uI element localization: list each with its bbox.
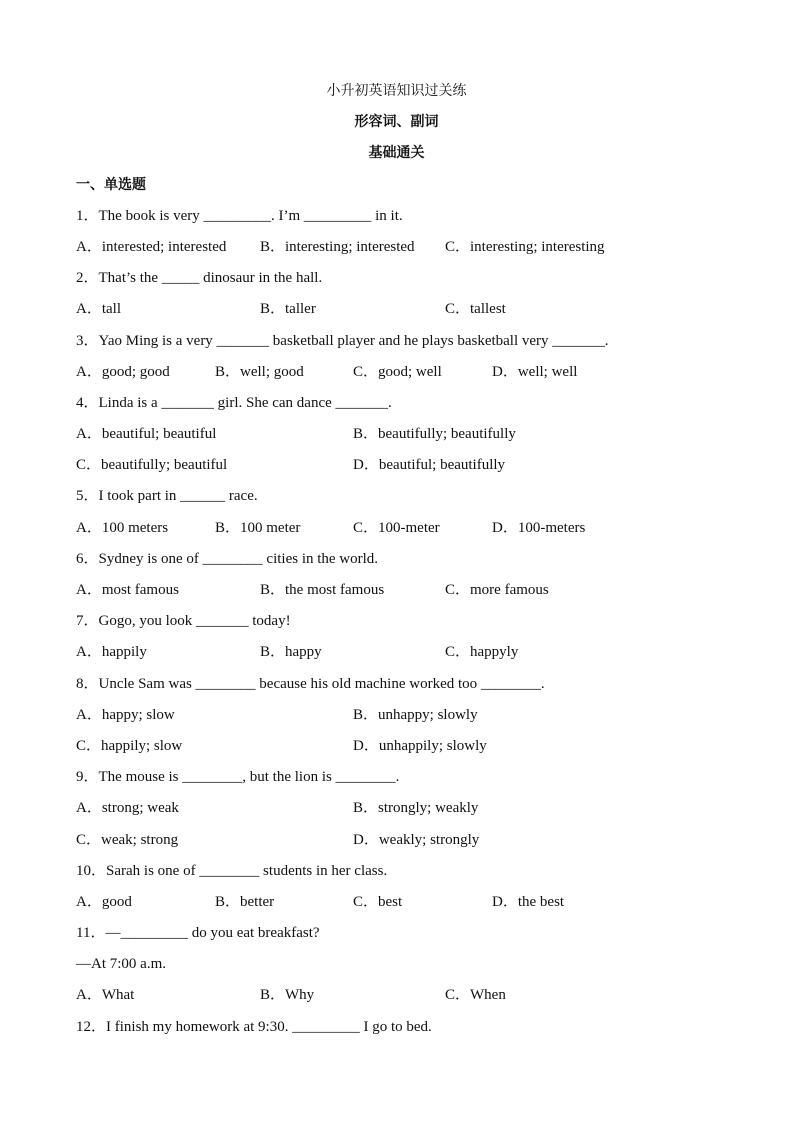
option-c[interactable]: C．100-meter — [353, 519, 440, 536]
option-b[interactable]: B．unhappy; slowly — [353, 706, 478, 723]
option-a[interactable]: A．100 meters — [76, 519, 169, 536]
question-text: 9．The mouse is ________, but the lion is ________. — [76, 769, 400, 786]
document-page — [0, 76, 793, 1043]
option-a[interactable]: A．strong; weak — [76, 800, 179, 817]
option-d[interactable]: D．weakly; strongly — [353, 831, 480, 848]
option-c[interactable]: C．tallest — [445, 301, 506, 318]
question-row — [0, 762, 793, 793]
options-row — [0, 700, 793, 731]
options-row — [0, 294, 793, 325]
options-row — [0, 980, 793, 1011]
document-title: 小升初英语知识过关练 — [326, 83, 467, 99]
question-row — [0, 669, 793, 700]
question-text: 10．Sarah is one of ________ students in her class. — [76, 862, 388, 879]
options-row — [0, 419, 793, 450]
question-row — [0, 481, 793, 512]
question-text: 2．That’s the _____ dinosaur in the hall. — [76, 270, 323, 287]
option-c[interactable]: C．interesting; interesting — [445, 238, 605, 255]
option-b[interactable]: B．taller — [260, 301, 316, 318]
option-b[interactable]: B．better — [215, 893, 275, 910]
options-row — [0, 793, 793, 824]
option-b[interactable]: B．strongly; weakly — [353, 800, 479, 817]
options-row — [0, 637, 793, 668]
question-row — [0, 326, 793, 357]
option-c[interactable]: C．happyly — [445, 644, 519, 661]
option-c[interactable]: C．good; well — [353, 363, 442, 380]
options-row — [0, 450, 793, 481]
option-a[interactable]: A．happy; slow — [76, 706, 175, 723]
option-d[interactable]: D．the best — [492, 893, 565, 910]
option-b[interactable]: B．the most famous — [260, 582, 385, 598]
option-a[interactable]: A．tall — [76, 301, 121, 318]
options-row — [0, 731, 793, 762]
option-c[interactable]: C．When — [445, 987, 506, 1004]
question-row — [0, 263, 793, 294]
option-a[interactable]: A．good — [76, 893, 132, 910]
options-row — [0, 887, 793, 918]
question-text: 12．I finish my homework at 9:30. _________ I go to bed. — [76, 1018, 432, 1035]
question-answer-line: —At 7:00 a.m. — [76, 956, 166, 973]
option-a[interactable]: A．beautiful; beautiful — [76, 426, 217, 443]
question-text: 1．The book is very _________. I’m _________ in it. — [76, 207, 403, 224]
question-row — [0, 201, 793, 232]
question-row — [0, 544, 793, 575]
question-text: 3．Yao Ming is a very _______ basketball player and he plays basketball very _______. — [76, 332, 609, 349]
option-c[interactable]: C．beautifully; beautiful — [76, 457, 228, 474]
option-b[interactable]: B．well; good — [215, 363, 304, 380]
question-text: 6．Sydney is one of ________ cities in the world. — [76, 550, 379, 567]
option-b[interactable]: B．100 meter — [215, 519, 301, 536]
question-text: 5．I took part in ______ race. — [76, 488, 258, 505]
option-b[interactable]: B．happy — [260, 644, 322, 661]
question-text: 11．—_________ do you eat breakfast? — [76, 925, 320, 942]
question-text: 8．Uncle Sam was ________ because his old machine worked too ________. — [76, 675, 545, 692]
option-c[interactable]: C．weak; strong — [76, 831, 179, 848]
options-row — [0, 232, 793, 263]
options-row — [0, 513, 793, 544]
question-row — [0, 918, 793, 949]
document-subtitle: 形容词、副词 — [354, 114, 439, 131]
option-d[interactable]: D．unhappily; slowly — [353, 737, 487, 754]
option-b[interactable]: B．Why — [260, 987, 315, 1004]
question-row — [0, 606, 793, 637]
section-heading: 一、单选题 — [76, 176, 146, 193]
option-b[interactable]: B．interesting; interested — [260, 238, 415, 255]
options-row — [0, 825, 793, 856]
question-row — [0, 1012, 793, 1043]
option-d[interactable]: D．beautiful; beautifully — [353, 457, 506, 474]
option-a[interactable]: A．good; good — [76, 363, 170, 380]
question-row — [0, 856, 793, 887]
option-c[interactable]: C．more famous — [445, 582, 549, 598]
document-level: 基础通关 — [368, 145, 425, 162]
question-text: 7．Gogo, you look _______ today! — [76, 613, 291, 630]
option-a[interactable]: A．What — [76, 987, 135, 1004]
option-c[interactable]: C．best — [353, 893, 403, 910]
question-row — [0, 388, 793, 419]
option-d[interactable]: D．well; well — [492, 363, 578, 380]
options-row — [0, 575, 793, 606]
option-c[interactable]: C．happily; slow — [76, 737, 183, 754]
question-list — [0, 201, 793, 1043]
options-row — [0, 357, 793, 388]
section-row — [0, 170, 793, 201]
option-b[interactable]: B．beautifully; beautifully — [353, 426, 516, 443]
question-text: 4．Linda is a _______ girl. She can dance _______. — [76, 394, 392, 411]
option-a[interactable]: A．most famous — [76, 582, 179, 598]
option-a[interactable]: A．interested; interested — [76, 238, 227, 255]
option-d[interactable]: D．100-meters — [492, 519, 586, 536]
answer-line-row — [0, 949, 793, 980]
option-a[interactable]: A．happily — [76, 644, 147, 661]
